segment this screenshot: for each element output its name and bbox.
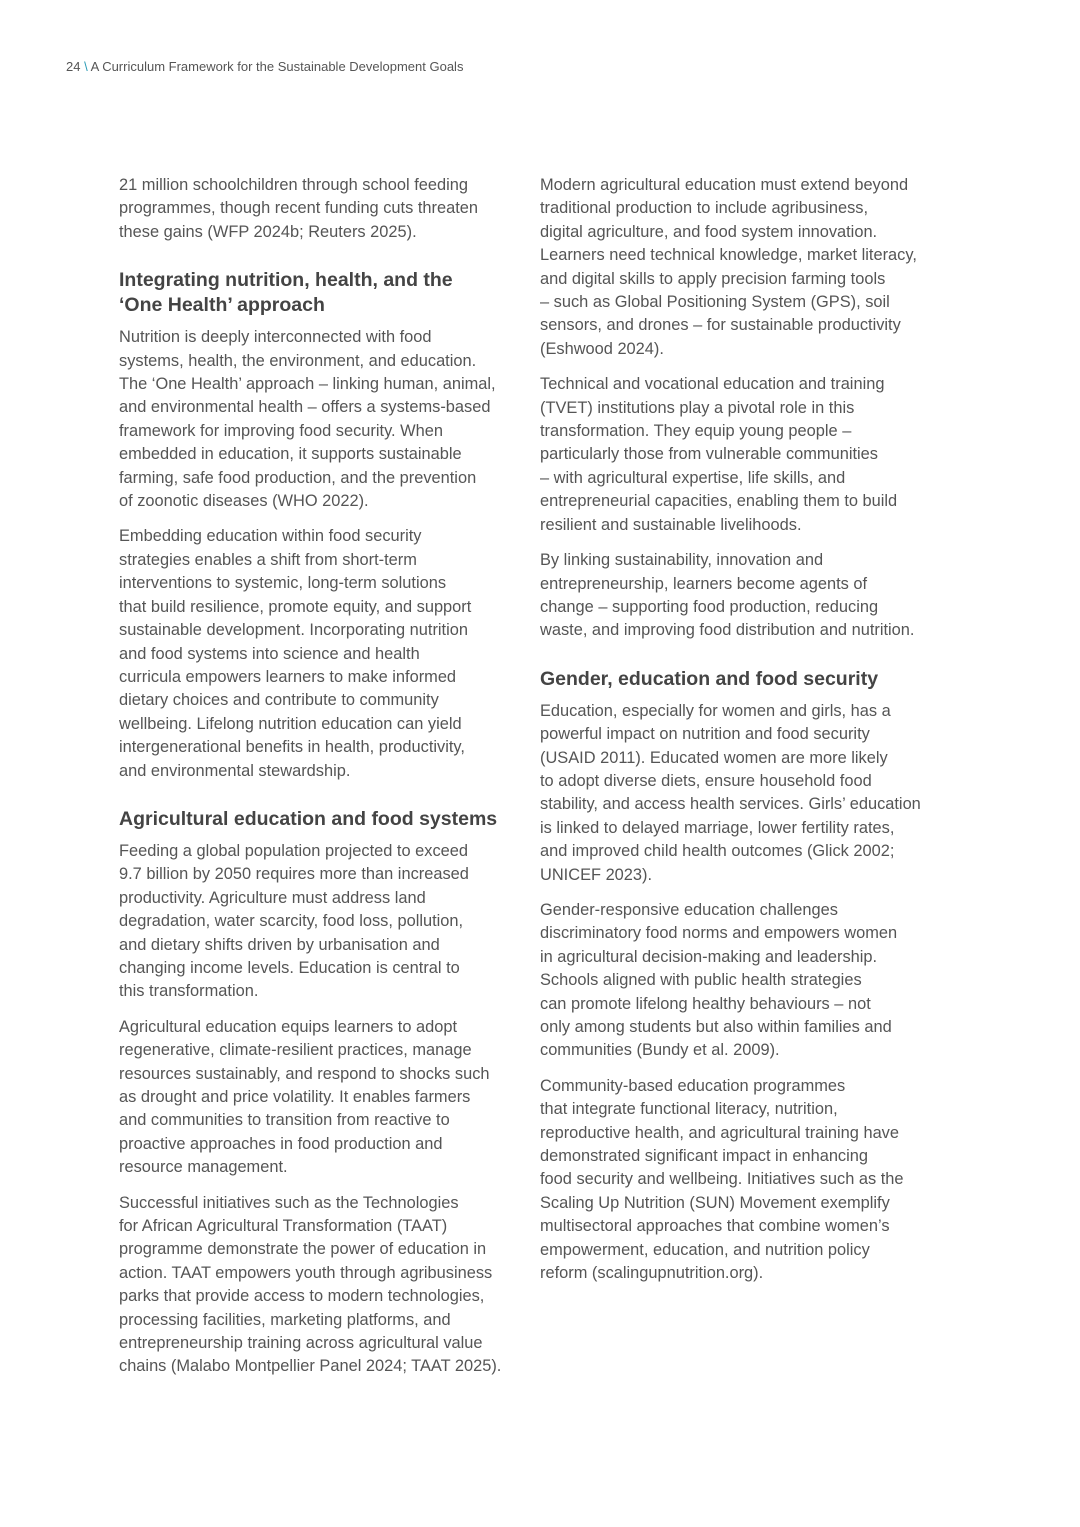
text-line: Gender, education and food security xyxy=(540,667,879,690)
body-paragraph xyxy=(540,174,940,361)
text-line: proactive approaches in food production and xyxy=(119,1134,443,1153)
text-line: farming, safe food production, and the prevention xyxy=(119,468,477,487)
text-line: for African Agricultural Transformation (TAAT) xyxy=(119,1217,448,1236)
text-line: this transformation. xyxy=(119,982,259,1001)
text-line: Feeding a global population projected to exceed xyxy=(119,841,469,860)
text-line: 9.7 billion by 2050 requires more than increased xyxy=(119,865,469,884)
text-line: entrepreneurial capacities, enabling them to build xyxy=(540,492,898,511)
text-line: Nutrition is deeply interconnected with food xyxy=(119,328,432,347)
text-line: as drought and price volatility. It enables farmers xyxy=(119,1088,471,1106)
text-line: embedded in education, it supports sustainable xyxy=(119,445,462,464)
text-line: strategies enables a shift from short-term xyxy=(119,550,417,569)
text-line: resources sustainably, and respond to shocks such xyxy=(119,1064,490,1083)
text-line: regenerative, climate-resilient practices, manage xyxy=(119,1041,472,1060)
text-line: to adopt diverse diets, ensure household food xyxy=(540,771,872,790)
text-line: sensors, and drones – for sustainable productivity xyxy=(540,316,901,335)
text-line: and communities to transition from reactive to xyxy=(119,1111,450,1130)
body-paragraph xyxy=(119,1016,519,1180)
body-paragraph xyxy=(540,373,940,537)
text-line: and environmental stewardship. xyxy=(119,761,351,780)
text-line: ‘One Health’ approach xyxy=(119,294,325,317)
text-line: entrepreneurship training across agricultural value xyxy=(119,1334,483,1353)
text-line: dietary choices and contribute to community xyxy=(119,691,439,710)
text-line: and improved child health outcomes (Glick 2002; xyxy=(540,842,895,861)
text-line: resource management. xyxy=(119,1158,288,1177)
text-line: that integrate functional literacy, nutrition, xyxy=(540,1100,838,1119)
text-line: framework for improving food security. When xyxy=(119,421,443,440)
body-paragraph xyxy=(540,549,940,643)
section-heading xyxy=(119,268,519,318)
text-line: communities (Bundy et al. 2009). xyxy=(540,1041,780,1060)
text-line: Schools aligned with public health strategies xyxy=(540,971,862,990)
header-separator: \ xyxy=(84,59,88,74)
text-line: transformation. They equip young people – xyxy=(540,422,852,441)
body-paragraph xyxy=(119,174,519,244)
text-line: productivity. Agriculture must address land xyxy=(119,888,426,907)
text-line: changing income levels. Education is central to xyxy=(119,958,460,977)
text-line: empowerment, education, and nutrition policy xyxy=(540,1240,870,1259)
body-paragraph xyxy=(119,1192,519,1379)
text-line: The ‘One Health’ approach – linking human, animal, xyxy=(119,375,496,394)
text-line: food security and wellbeing. Initiatives such as the xyxy=(540,1170,904,1189)
section-heading xyxy=(540,667,940,692)
text-line: stability, and access health services. Girls’ education xyxy=(540,795,921,814)
text-line: curricula empowers learners to make informed xyxy=(119,667,457,686)
text-line: Technical and vocational education and training xyxy=(540,375,885,394)
text-line: particularly those from vulnerable communities xyxy=(540,445,878,464)
text-line: and environmental health – offers a systems-based xyxy=(119,398,491,417)
text-line: (TVET) institutions play a pivotal role in this xyxy=(540,398,855,417)
text-line: is linked to delayed marriage, lower fertility rates, xyxy=(540,818,895,837)
body-paragraph xyxy=(119,525,519,782)
text-line: Scaling Up Nutrition (SUN) Movement exemplify xyxy=(540,1193,890,1212)
document-title: A Curriculum Framework for the Sustainable Development Goals xyxy=(90,59,464,74)
text-line: Modern agricultural education must extend beyond xyxy=(540,176,909,194)
text-line: entrepreneurship, learners become agents of xyxy=(540,574,868,593)
body-paragraph xyxy=(540,899,940,1063)
text-line: only among students but also within families and xyxy=(540,1018,892,1036)
text-line: Embedding education within food security xyxy=(119,527,422,546)
text-line: 21 million schoolchildren through school feeding xyxy=(119,176,468,194)
text-line: programme demonstrate the power of education in xyxy=(119,1240,487,1259)
text-line: reproductive health, and agricultural training have xyxy=(540,1123,899,1142)
text-line: and food systems into science and health xyxy=(119,644,420,663)
text-line: resilient and sustainable livelihoods. xyxy=(540,515,802,534)
body-paragraph xyxy=(119,840,519,1004)
text-line: these gains (WFP 2024b; Reuters 2025). xyxy=(119,222,417,241)
text-line: (Eshwood 2024). xyxy=(540,339,664,358)
text-line: Gender-responsive education challenges xyxy=(540,900,838,919)
text-line: and dietary shifts driven by urbanisation and xyxy=(119,935,440,954)
text-line: can promote lifelong healthy behaviours – not xyxy=(540,994,871,1013)
left-column xyxy=(119,174,519,1391)
text-line: – such as Global Positioning System (GPS), soil xyxy=(540,293,890,312)
text-line: chains (Malabo Montpellier Panel 2024; TAAT 2025). xyxy=(119,1357,502,1376)
text-line: Integrating nutrition, health, and the xyxy=(119,269,453,292)
text-line: Agricultural education and food systems xyxy=(119,807,498,830)
text-line: UNICEF 2023). xyxy=(540,865,653,884)
text-line: in agricultural decision-making and leadership. xyxy=(540,947,878,966)
text-line: sustainable development. Incorporating nutrition xyxy=(119,621,468,640)
text-line: systems, health, the environment, and education. xyxy=(119,351,477,370)
text-line: action. TAAT empowers youth through agribusiness xyxy=(119,1263,493,1282)
text-line: change – supporting food production, reducing xyxy=(540,597,879,616)
page-number: 24 xyxy=(66,59,81,74)
text-line: degradation, water scarcity, food loss, pollution, xyxy=(119,912,464,931)
text-line: interventions to systemic, long-term solutions xyxy=(119,574,447,593)
text-line: processing facilities, marketing platforms, and xyxy=(119,1310,451,1329)
text-line: reform (scalingupnutrition.org). xyxy=(540,1264,764,1283)
text-line: wellbeing. Lifelong nutrition education can yield xyxy=(119,714,462,733)
text-line: Agricultural education equips learners to adopt xyxy=(119,1017,458,1036)
text-line: multisectoral approaches that combine women’s xyxy=(540,1217,890,1236)
text-line: By linking sustainability, innovation and xyxy=(540,551,824,570)
text-line: traditional production to include agribusiness, xyxy=(540,199,869,218)
text-line: waste, and improving food distribution and nutrition. xyxy=(540,621,915,640)
section-heading xyxy=(119,807,519,832)
text-line: (USAID 2011). Educated women are more likely xyxy=(540,748,888,767)
text-line: parks that provide access to modern technologies, xyxy=(119,1287,485,1306)
right-column xyxy=(540,174,940,1297)
text-line: digital agriculture, and food system innovation. xyxy=(540,222,878,241)
text-line: and digital skills to apply precision farming tools xyxy=(540,269,886,288)
text-line: that build resilience, promote equity, and support xyxy=(119,597,472,616)
text-line: Community-based education programmes xyxy=(540,1076,846,1095)
text-line: intergenerational benefits in health, productivity, xyxy=(119,738,465,757)
body-paragraph xyxy=(540,1075,940,1286)
text-line: programmes, though recent funding cuts threaten xyxy=(119,199,478,218)
text-line: Successful initiatives such as the Technologies xyxy=(119,1193,459,1212)
text-line: – with agricultural expertise, life skills, and xyxy=(540,468,846,487)
running-header xyxy=(66,59,463,74)
text-line: demonstrated significant impact in enhancing xyxy=(540,1147,869,1166)
text-line: of zoonotic diseases (WHO 2022). xyxy=(119,492,369,511)
text-line: discriminatory food norms and empowers women xyxy=(540,924,898,943)
body-paragraph xyxy=(540,700,940,887)
body-paragraph xyxy=(119,326,519,513)
text-line: powerful impact on nutrition and food security xyxy=(540,725,870,744)
text-line: Education, especially for women and girls, has a xyxy=(540,701,891,720)
text-line: Learners need technical knowledge, market literacy, xyxy=(540,246,917,265)
